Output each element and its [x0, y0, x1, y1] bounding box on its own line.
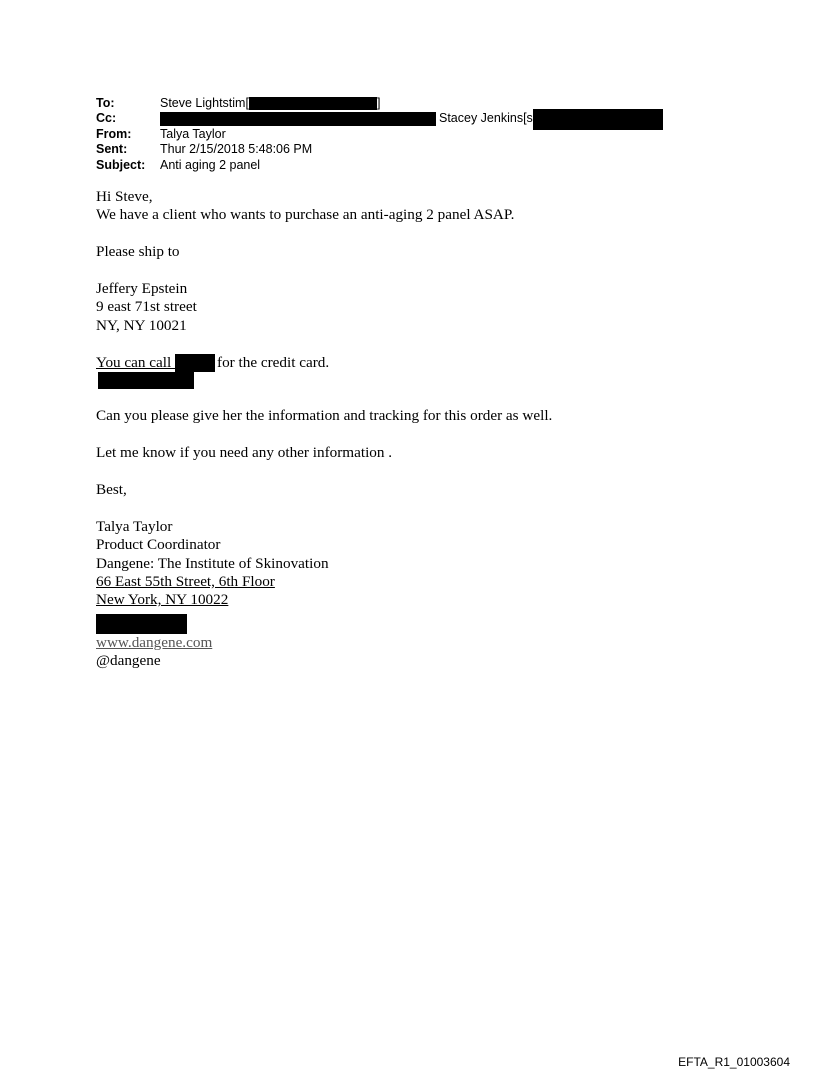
closing: Best, [96, 481, 127, 498]
address-street: 9 east 71st street [96, 298, 197, 316]
redaction-box [533, 109, 663, 130]
call-line [96, 354, 736, 372]
email-body [96, 188, 736, 671]
redaction-box [249, 97, 377, 110]
signature-name: Talya Taylor [96, 517, 173, 535]
tracking-line: Can you please give her the information and tracking for this order as well. [96, 407, 553, 425]
to-recipient: Steve Lightstim[ [160, 96, 249, 110]
social-handle: @dangene [96, 652, 161, 670]
from-label: From: [96, 126, 132, 141]
redaction-box [96, 614, 187, 634]
subject-value: Anti aging 2 panel [160, 157, 261, 172]
cc-value [160, 111, 663, 130]
greeting: Hi Steve, [96, 188, 153, 205]
to-value [160, 96, 380, 111]
from-value: Talya Taylor [160, 126, 226, 141]
ship-intro: Please ship to [96, 243, 180, 261]
to-label: To: [96, 96, 115, 110]
redaction-box [160, 112, 436, 126]
document-id: EFTA_R1_01003604 [678, 1055, 790, 1069]
sent-value: Thur 2/15/2018 5:48:06 PM [160, 142, 313, 157]
body-line: We have a client who wants to purchase an anti-aging 2 panel ASAP. [96, 206, 515, 224]
redaction-box [98, 372, 194, 389]
call-post: for the credit card. [217, 353, 330, 371]
signature-address-line2[interactable]: New York, NY 10022 [96, 591, 229, 609]
signature-address-line1[interactable]: 66 East 55th Street, 6th Floor [96, 573, 275, 591]
redaction-box [175, 354, 215, 372]
address-city: NY, NY 10021 [96, 316, 187, 334]
cc-label: Cc: [96, 111, 117, 126]
call-pre: You can call [96, 353, 176, 371]
address-name: Jeffery Epstein [96, 280, 188, 297]
to-close: ] [376, 96, 381, 110]
website-link[interactable]: www.dangene.com [96, 633, 213, 651]
signature-title: Product Coordinator [96, 536, 221, 554]
sent-label: Sent: [96, 142, 128, 157]
subject-label: Subject: [96, 157, 146, 172]
other-info-line: Let me know if you need any other information . [96, 444, 393, 462]
cc-recipient: Stacey Jenkins[s [439, 111, 533, 126]
signature-company: Dangene: The Institute of Skinovation [96, 554, 329, 572]
